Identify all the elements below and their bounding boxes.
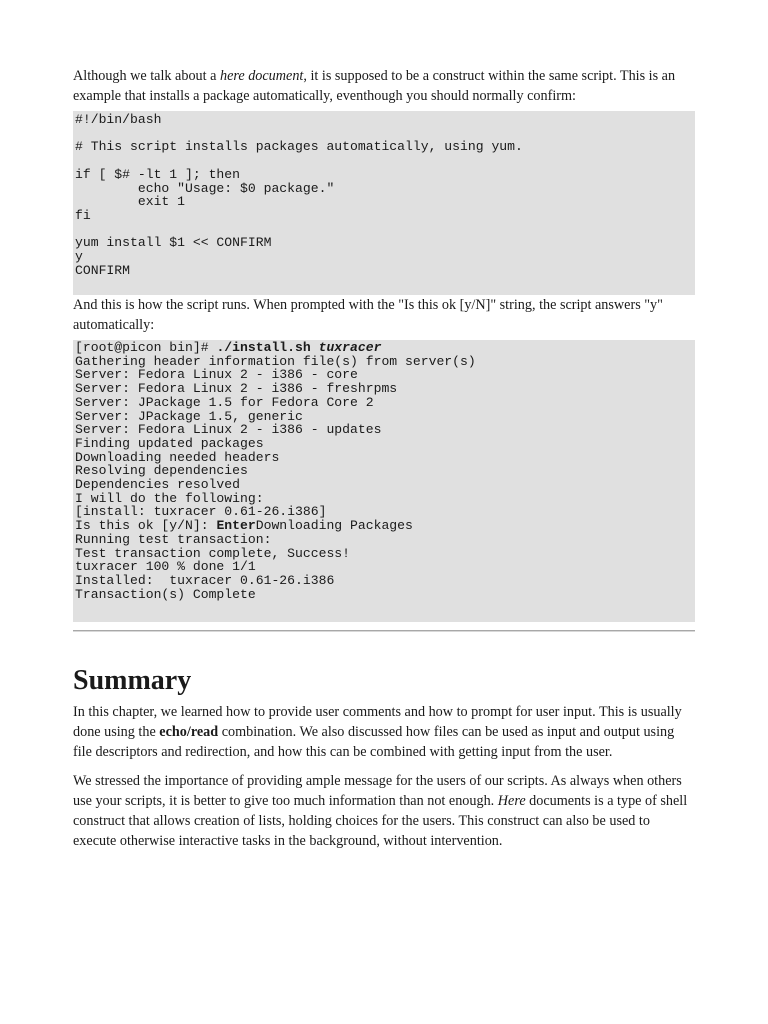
intro-text-rest: , it is supposed to be a construct within the same script. This is an example that installs a package automatically, eventhough you should normally confirm:	[73, 68, 676, 104]
output-line: I will do the following:	[75, 490, 264, 506]
document-page	[73, 66, 695, 851]
script-line: if [ $# -lt 1 ]; then	[75, 166, 241, 182]
summary-p1-bold: echo/read	[159, 724, 219, 740]
intro-text: Although we talk about a	[73, 68, 220, 84]
script-line: CONFIRM	[75, 262, 131, 278]
output-line: Server: Fedora Linux 2 - i386 - core	[75, 367, 358, 383]
shell-command: ./install.sh	[216, 340, 311, 355]
output-line: Resolving dependencies	[75, 463, 248, 479]
summary-p2-emphasis: Here	[497, 793, 526, 809]
output-line: Running test transaction:	[75, 531, 272, 547]
output-line: Finding updated packages	[75, 435, 264, 451]
summary-p2-text: We stressed the importance of providing ample message for the users of our scripts. As always when others use your scripts, it is better to give too much information than not enough.	[73, 773, 682, 809]
enter-key-label: Enter	[216, 518, 256, 534]
script-line: exit 1	[75, 194, 186, 210]
summary-p1-text: In this chapter, we learned how to provide user comments and how to prompt for user input. This is usually done using the	[73, 704, 682, 740]
confirm-after: Downloading Packages	[255, 518, 413, 534]
confirm-prompt: Is this ok [y/N]:	[75, 518, 217, 534]
output-line: Test transaction complete, Success!	[75, 545, 351, 561]
section-divider	[73, 630, 695, 632]
terminal-output-block	[73, 340, 695, 622]
script-line: y	[75, 249, 83, 265]
output-line: Server: Fedora Linux 2 - i386 - freshrpms	[75, 381, 398, 397]
shell-argument: tuxracer	[318, 340, 382, 355]
summary-paragraph-2	[73, 771, 695, 851]
script-line: # This script installs packages automatically, using yum.	[75, 139, 523, 155]
run-intro-paragraph: And this is how the script runs. When prompted with the "Is this ok [y/N]" string, the script answers "y" automatically:	[73, 297, 663, 333]
intro-paragraph	[73, 66, 695, 106]
script-code-block	[73, 111, 695, 295]
summary-heading: Summary	[73, 665, 192, 696]
output-line: Server: Fedora Linux 2 - i386 - updates	[75, 422, 382, 438]
output-line: Server: JPackage 1.5, generic	[75, 408, 303, 424]
summary-p1-text-rest: combination. We also discussed how files can be used as input and output using file descriptors and redirection, and how this can be combined with getting input from the user.	[73, 724, 675, 760]
output-line: Transaction(s) Complete	[75, 586, 256, 602]
output-line: Downloading needed headers	[75, 449, 280, 465]
script-line: fi	[75, 207, 91, 223]
summary-paragraph-1	[73, 702, 695, 762]
script-line: yum install $1 << CONFIRM	[75, 235, 272, 251]
output-line: tuxracer 100 % done 1/1	[75, 559, 256, 575]
output-line: Server: JPackage 1.5 for Fedora Core 2	[75, 394, 374, 410]
script-line: echo "Usage: $0 package."	[75, 180, 335, 196]
shell-prompt: [root@picon bin]#	[75, 340, 217, 355]
intro-emphasis: here document	[219, 68, 304, 84]
output-line: Gathering header information file(s) from server(s)	[75, 353, 476, 369]
output-line: Installed: tuxracer 0.61-26.i386	[75, 572, 335, 588]
script-line: #!/bin/bash	[75, 112, 162, 127]
output-line: [install: tuxracer 0.61-26.i386]	[75, 504, 327, 520]
summary-p2-text-rest: documents is a type of shell construct that allows creation of lists, holding choices for the users. This construct can also be used to execute otherwise interactive tasks in the background, without intervention.	[73, 793, 688, 849]
output-line: Dependencies resolved	[75, 477, 241, 493]
